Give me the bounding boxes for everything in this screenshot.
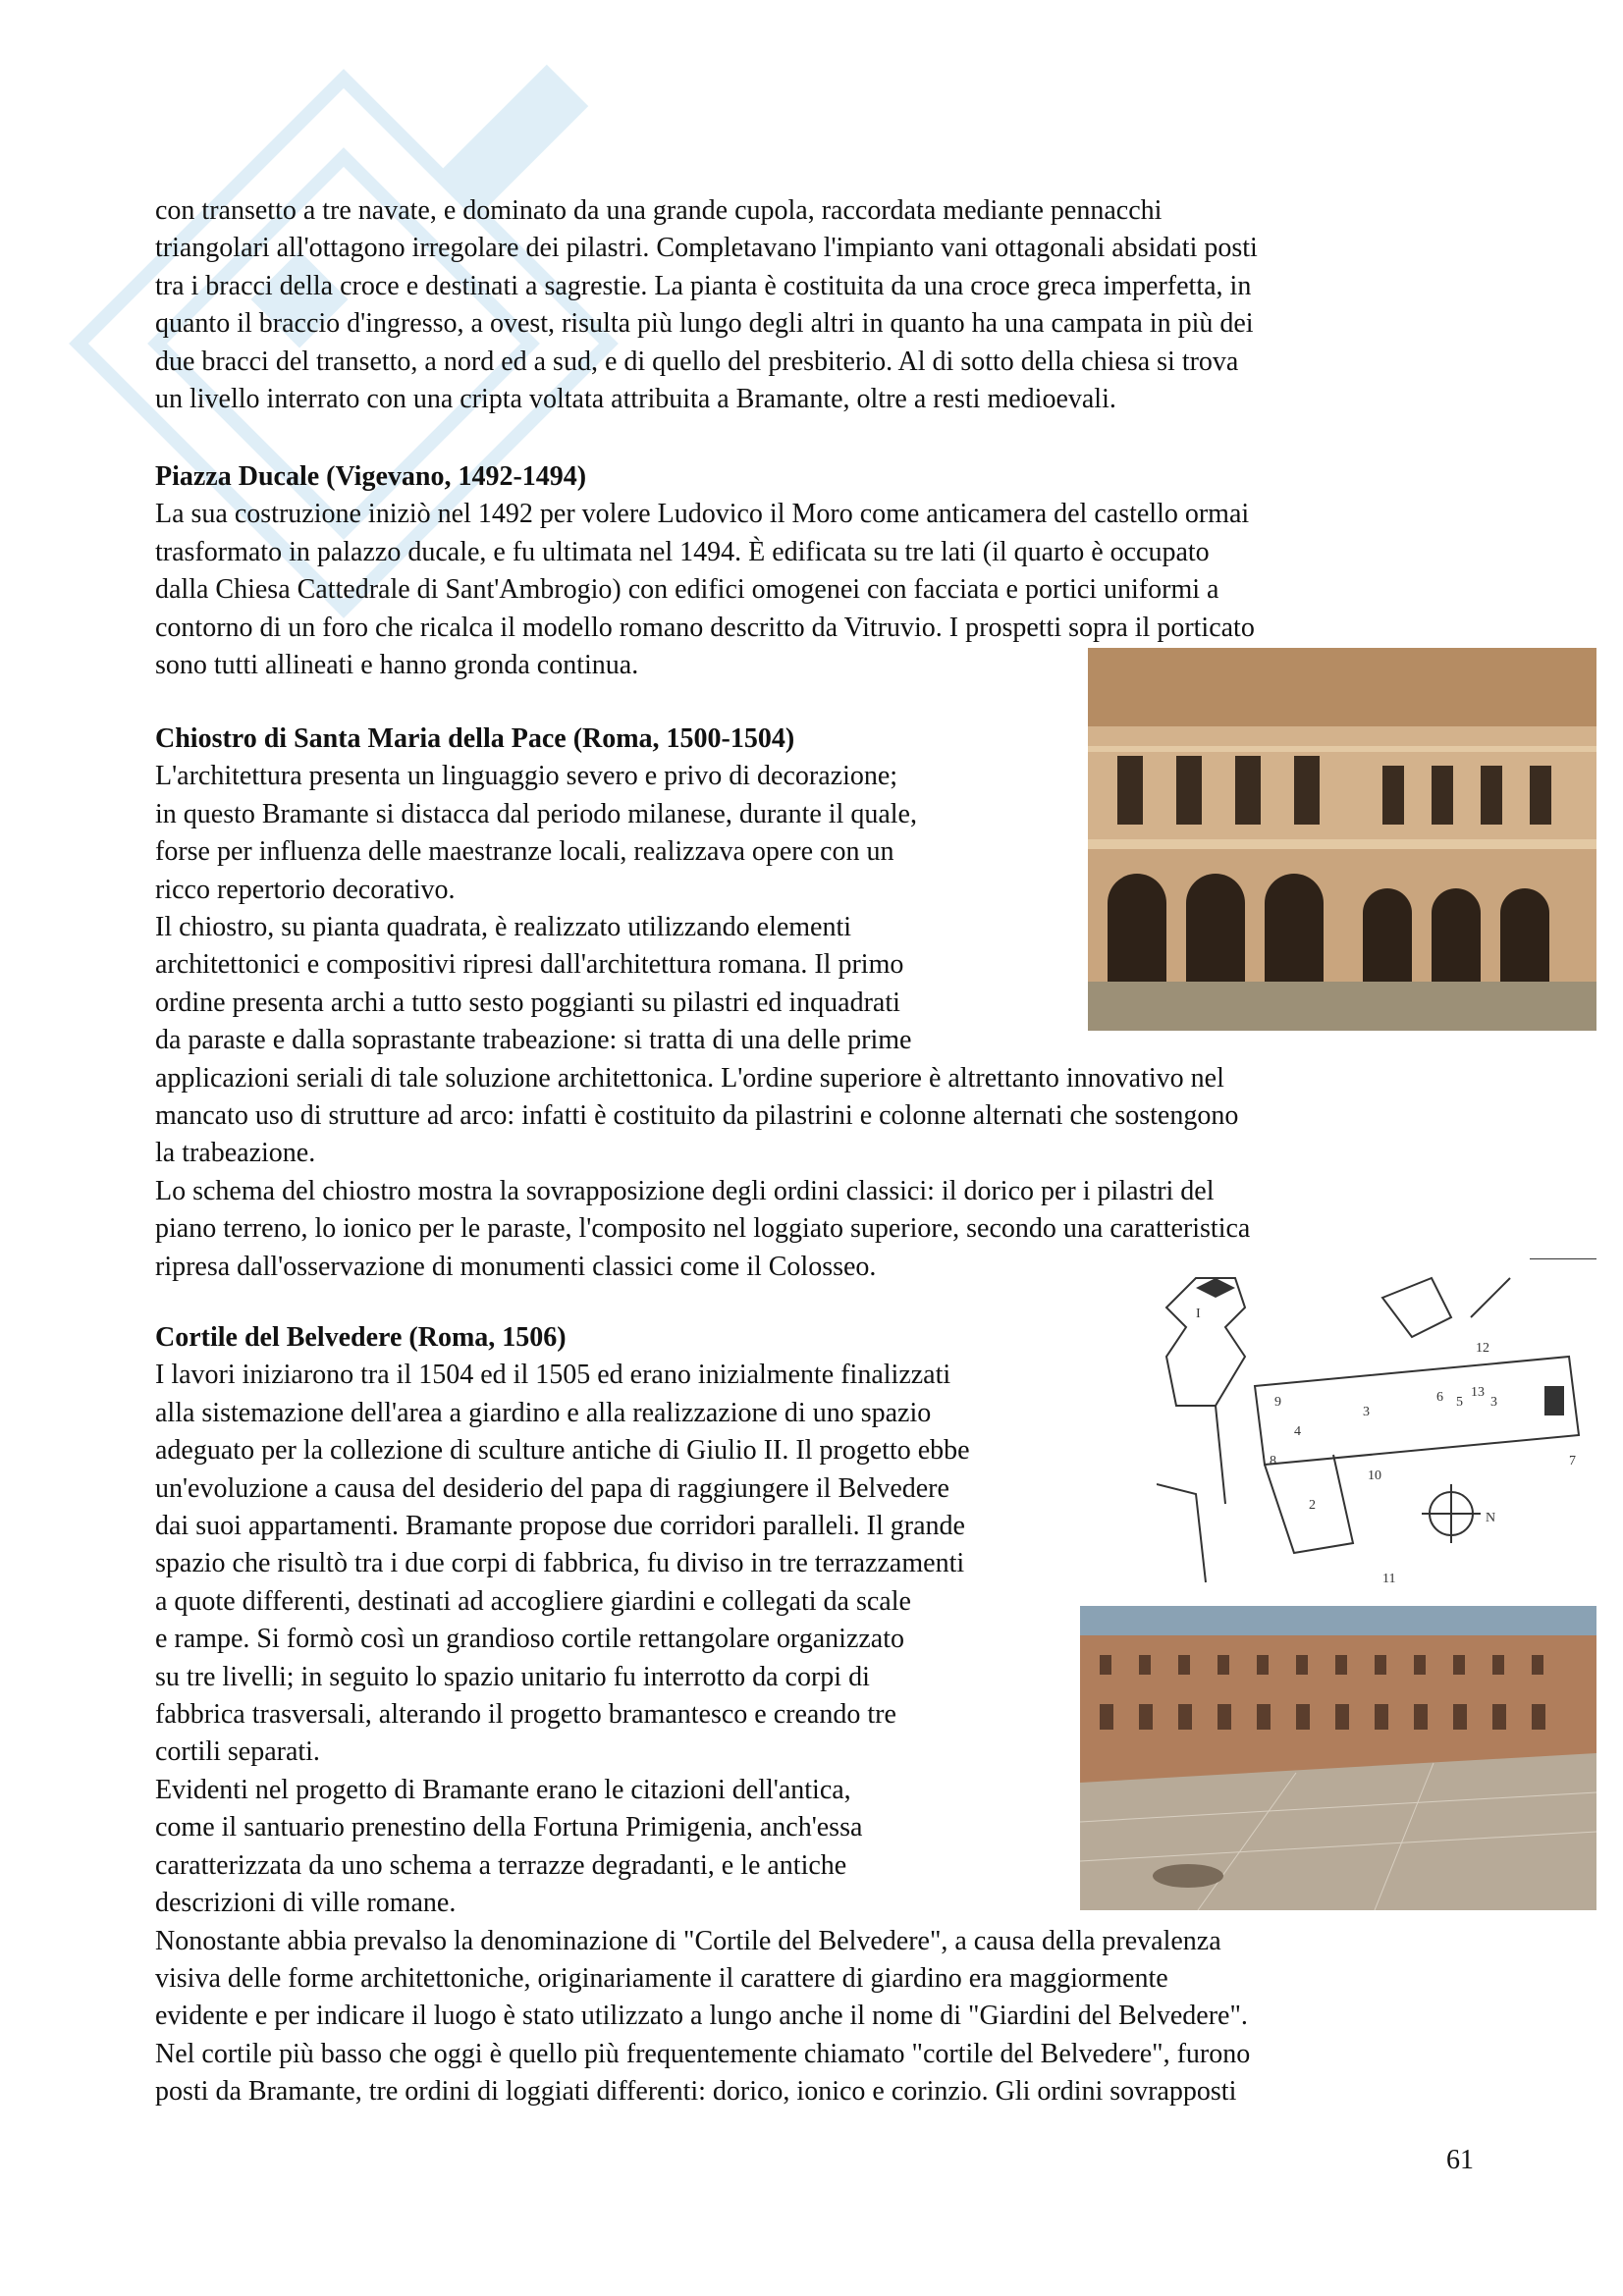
text-line: Evidenti nel progetto di Bramante erano le citazioni dell'antica, <box>155 1774 851 1805</box>
intro-paragraph <box>155 192 1471 418</box>
text-line: fabbrica trasversali, alterando il progetto bramantesco e creando tre <box>155 1699 896 1731</box>
section-heading: Chiostro di Santa Maria della Pace (Roma, 1500-1504) <box>155 723 795 754</box>
plan-label: N <box>1486 1511 1496 1525</box>
text-line: I lavori iniziarono tra il 1504 ed il 1505 ed erano inizialmente finalizzati <box>155 1360 951 1391</box>
text-line: adeguato per la collezione di sculture antiche di Giulio II. Il progetto ebbe <box>155 1435 970 1467</box>
text-line: su tre livelli; in seguito lo spazio unitario fu interrotto da corpi di <box>155 1661 870 1692</box>
plan-label: 4 <box>1294 1424 1301 1439</box>
text-line: tra i bracci della croce e destinati a sagrestie. La pianta è costituita da una croce greca imperfetta, in <box>155 270 1252 301</box>
text-line: sono tutti allineati e hanno gronda continua. <box>155 650 639 681</box>
text-line: evidente e per indicare il luogo è stato utilizzato a lungo anche il nome di "Giardini del Belvedere". <box>155 2001 1248 2032</box>
text-line: dai suoi appartamenti. Bramante propose due corridori paralleli. Il grande <box>155 1511 965 1542</box>
text-line: quanto il braccio d'ingresso, a ovest, risulta più lungo degli altri in quanto ha una campata in più dei <box>155 308 1254 340</box>
plan-label: 6 <box>1436 1390 1443 1405</box>
section-heading: Piazza Ducale (Vigevano, 1492-1494) <box>155 461 587 492</box>
text-line: cortili separati. <box>155 1736 320 1768</box>
text-line: ricco repertorio decorativo. <box>155 874 456 905</box>
section-chiostro <box>155 721 1471 1286</box>
text-line: da paraste e dalla soprastante trabeazione: si tratta di una delle prime <box>155 1025 912 1056</box>
text-line: dalla Chiesa Cattedrale di Sant'Ambrogio) con edifici omogenei con facciata e portici uniformi a <box>155 574 1219 606</box>
text-line: ordine presenta archi a tutto sesto poggianti su pilastri ed inquadrati <box>155 987 900 1018</box>
plan-label: 7 <box>1569 1454 1576 1468</box>
plan-label: 2 <box>1309 1498 1316 1513</box>
text-line: architettonici e compositivi ripresi dall'architettura romana. Il primo <box>155 949 904 981</box>
text-line: la trabeazione. <box>155 1138 316 1169</box>
text-line: La sua costruzione iniziò nel 1492 per volere Ludovico il Moro come anticamera del castello ormai <box>155 499 1250 530</box>
text-line: trasformato in palazzo ducale, e fu ultimata nel 1494. È edificata su tre lati (il quarto è occupato <box>155 536 1210 567</box>
text-line: descrizioni di ville romane. <box>155 1888 457 1919</box>
text-line: con transetto a tre navate, e dominato da una grande cupola, raccordata mediante pennacchi <box>155 195 1163 226</box>
text-line: Nonostante abbia prevalso la denominazione di "Cortile del Belvedere", a causa della prevalenza <box>155 1925 1221 1956</box>
plan-label: 10 <box>1368 1468 1381 1483</box>
text-line: L'architettura presenta un linguaggio severo e privo di decorazione; <box>155 761 898 792</box>
text-line: contorno di un foro che ricalca il modello romano descritto da Vitruvio. I prospetti sopra il porticato <box>155 612 1255 643</box>
text-line: e rampe. Si formò così un grandioso cortile rettangolare organizzato <box>155 1624 904 1655</box>
text-line: visiva delle forme architettoniche, originariamente il carattere di giardino era maggiormente <box>155 1962 1168 1994</box>
plan-label: 12 <box>1476 1341 1489 1356</box>
text-line: forse per influenza delle maestranze locali, realizzava opere con un <box>155 836 894 868</box>
text-line: spazio che risultò tra i due corpi di fabbrica, fu diviso in tre terrazzamenti <box>155 1548 965 1579</box>
text-line: un'evoluzione a causa del desiderio del papa di raggiungere il Belvedere <box>155 1472 949 1504</box>
page-number: 61 <box>1446 2145 1474 2175</box>
plan-label: 11 <box>1382 1572 1396 1586</box>
text-line: ripresa dall'osservazione di monumenti classici come il Colosseo. <box>155 1251 877 1282</box>
text-line: caratterizzata da uno schema a terrazze degradanti, e le antiche <box>155 1849 847 1881</box>
text-line: a quote differenti, destinati ad accogliere giardini e collegati da scale <box>155 1585 911 1617</box>
plan-label: 5 <box>1456 1395 1463 1410</box>
section-cortile-belvedere <box>155 1319 1471 2111</box>
plan-label: 13 <box>1471 1385 1485 1400</box>
text-line: un livello interrato con una cripta voltata attribuita a Bramante, oltre a resti medioevali. <box>155 384 1116 415</box>
text-line: due bracci del transetto, a nord ed a sud, e di quello del presbiterio. Al di sotto della chiesa si trova <box>155 346 1239 377</box>
section-heading: Cortile del Belvedere (Roma, 1506) <box>155 1322 567 1353</box>
text-line: piano terreno, lo ionico per le paraste, l'composito nel loggiato superiore, secondo una caratteristica <box>155 1213 1251 1245</box>
text-line: posti da Bramante, tre ordini di loggiati differenti: dorico, ionico e corinzio. Gli ordini sovrapposti <box>155 2076 1237 2108</box>
text-line: come il santuario prenestino della Fortuna Primigenia, anch'essa <box>155 1812 863 1843</box>
text-line: triangolari all'ottagono irregolare dei pilastri. Completavano l'impianto vani ottagonali absidati posti <box>155 233 1258 264</box>
text-line: in questo Bramante si distacca dal periodo milanese, durante il quale, <box>155 798 917 829</box>
text-line: alla sistemazione dell'area a giardino e alla realizzazione di uno spazio <box>155 1397 932 1428</box>
text-line: Nel cortile più basso che oggi è quello più frequentemente chiamato "cortile del Belvedere", furono <box>155 2038 1251 2069</box>
plan-label: 8 <box>1270 1454 1276 1468</box>
plan-label: 9 <box>1274 1395 1281 1410</box>
text-line: mancato uso di strutture ad arco: infatti è costituito da pilastrini e colonne alternati che sostengono <box>155 1100 1239 1132</box>
text-line: applicazioni seriali di tale soluzione architettonica. L'ordine superiore è altrettanto innovativo nel <box>155 1062 1224 1094</box>
plan-label: I <box>1196 1307 1201 1321</box>
plan-label: 3 <box>1490 1395 1497 1410</box>
text-line: Lo schema del chiostro mostra la sovrapposizione degli ordini classici: il dorico per i pilastri del <box>155 1175 1215 1206</box>
plan-label: 3 <box>1363 1405 1370 1419</box>
text-line: Il chiostro, su pianta quadrata, è realizzato utilizzando elementi <box>155 912 852 943</box>
